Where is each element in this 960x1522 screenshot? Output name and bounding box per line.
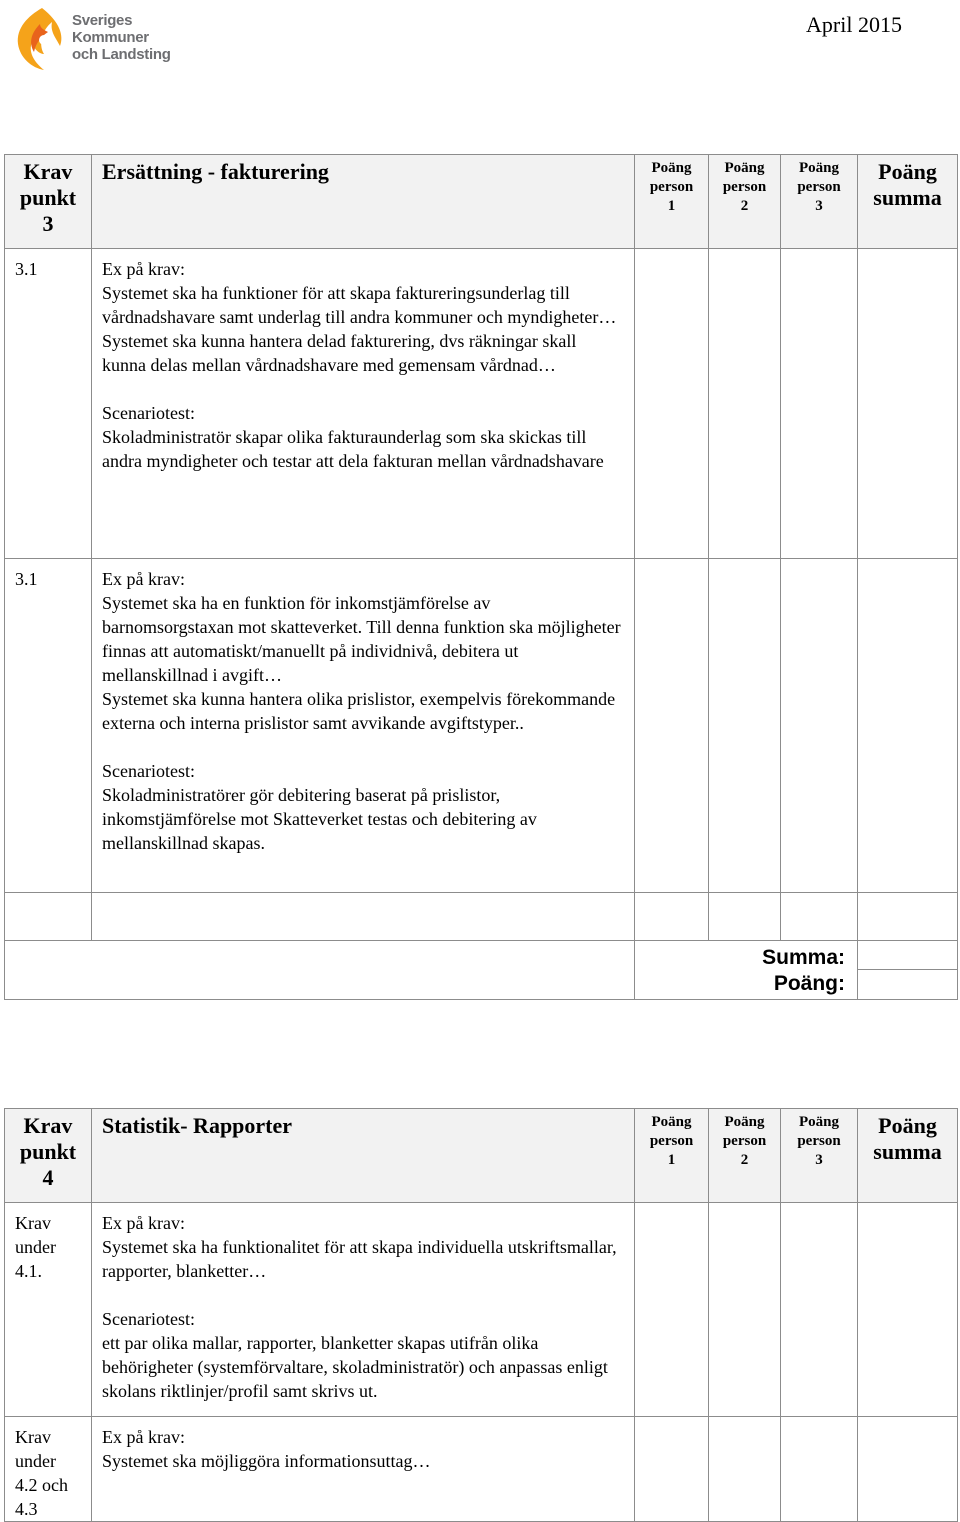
score-person-2-cell[interactable] [709,1417,781,1522]
score-person-3-cell[interactable] [781,1417,858,1522]
summa-spacer [5,941,635,1000]
section-3-header-row [5,155,958,249]
requirement-text: Ex på krav: Systemet ska ha funktionalitet för att skapa individuella utskriftsmallar, rapporter, blanketter… Scenariotest: ett par olika mallar, rapporter, blanketter skapas utifrån olika behörigheter (systemförvaltare, skoladministratör) och anpassas enligt skolans riktlinjer/profil samt skrivs ut. [92,1203,635,1417]
summa-value-cell [858,941,958,1000]
section-title: Ersättning - fakturering [92,155,635,249]
poang-label: Poäng: [773,972,845,995]
score-person-3-cell[interactable] [781,1203,858,1417]
score-person-3-cell[interactable] [781,559,858,893]
krav-punkt-header: Krav punkt 3 [5,155,92,249]
logo-line-3: och Landsting [72,46,171,63]
score-person-2-cell[interactable] [709,249,781,559]
table-row [5,1203,958,1417]
empty-row [5,893,958,941]
poang-person-1-header: Poäng person 1 [635,155,709,249]
requirement-text: Ex på krav: Systemet ska ha en funktion för inkomstjämförelse av barnomsorgstaxan mot skatteverket. Till denna funktion ska möjligheter finnas att automatiskt/manuellt på individnivå, debitera ut mellanskillnad i avgift… Systemet ska kunna hantera olika prislistor, exempelvis förekommande externa och interna prislistor samt avvikande avgiftstyper.. Scenariotest: Skoladministratörer gör debitering baserat på prislistor, inkomstjämförelse mot Skatteverket testas och debitering av mellanskillnad skapas. [92,559,635,893]
summa-row [5,941,958,1000]
summa-label-cell [635,941,858,1000]
requirement-number: 3.1 [5,249,92,559]
score-person-2-cell[interactable] [709,1203,781,1417]
empty-text-cell [92,893,635,941]
score-person-2-cell[interactable] [709,893,781,941]
logo-line-1: Sveriges [72,12,133,29]
summa-value-field[interactable] [858,941,957,970]
score-person-1-cell[interactable] [635,893,709,941]
requirement-number: Krav under 4.2 och 4.3 [5,1417,92,1522]
requirement-number: 3.1 [5,559,92,893]
poang-value-field[interactable] [858,970,957,999]
score-summa-cell[interactable] [858,1203,958,1417]
krav-punkt-header: Krav punkt 4 [5,1109,92,1203]
poang-person-2-header: Poäng person 2 [709,1109,781,1203]
poang-person-2-header: Poäng person 2 [709,155,781,249]
requirement-number: Krav under 4.1. [5,1203,92,1417]
logo-line-2: Kommuner [72,29,149,46]
poang-summa-header: Poäng summa [858,155,958,249]
poang-summa-header: Poäng summa [858,1109,958,1203]
score-person-3-cell[interactable] [781,249,858,559]
score-person-1-cell[interactable] [635,249,709,559]
score-person-1-cell[interactable] [635,559,709,893]
score-summa-cell[interactable] [858,249,958,559]
section-3-table [4,154,958,1000]
section-title: Statistik- Rapporter [92,1109,635,1203]
score-person-3-cell[interactable] [781,893,858,941]
table-row [5,249,958,559]
table-row [5,1417,958,1522]
poang-person-3-header: Poäng person 3 [781,1109,858,1203]
empty-number-cell [5,893,92,941]
score-person-1-cell[interactable] [635,1203,709,1417]
summa-label: Summa: [762,946,845,969]
score-person-2-cell[interactable] [709,559,781,893]
score-person-1-cell[interactable] [635,1417,709,1522]
poang-person-3-header: Poäng person 3 [781,155,858,249]
poang-person-1-header: Poäng person 1 [635,1109,709,1203]
section-4-table [4,1108,958,1522]
skl-logo [14,6,184,72]
document-date: April 2015 [806,12,902,37]
table-row [5,559,958,893]
skl-flame-icon [14,6,70,72]
score-summa-cell[interactable] [858,559,958,893]
score-summa-cell[interactable] [858,1417,958,1522]
score-summa-cell[interactable] [858,893,958,941]
requirement-text: Ex på krav: Systemet ska möjliggöra informationsuttag… [92,1417,635,1522]
section-4-header-row [5,1109,958,1203]
logo-text [72,12,171,63]
requirement-text: Ex på krav: Systemet ska ha funktioner för att skapa faktureringsunderlag till vårdnadshavare samt underlag till andra kommuner och myndigheter… Systemet ska kunna hantera delad fakturering, dvs räkningar skall kunna delas mellan vårdnadshavare med gemensam vårdnad… Scenariotest: Skoladministratör skapar olika fakturaunderlag som ska skickas till andra myndigheter och testar att dela fakturan mellan vårdnadshavare [92,249,635,559]
